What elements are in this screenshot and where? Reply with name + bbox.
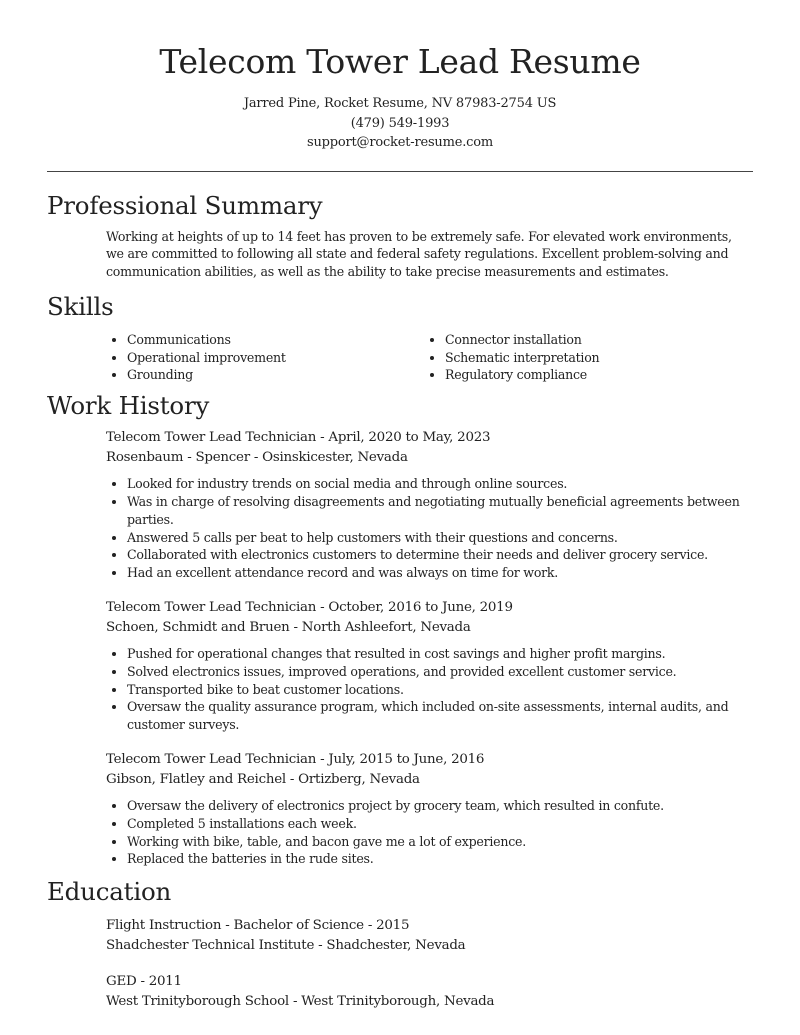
section-heading: Skills: [47, 291, 114, 321]
job-company: Gibson, Flatley and Reichel - Ortizberg, Nevada: [106, 771, 420, 787]
skill-item: • Connector installation: [445, 331, 752, 349]
job-bullet: • Answered 5 calls per beat to help customers with their questions and concerns.: [127, 529, 752, 547]
work-history-section: [0, 390, 800, 868]
job-entry: [106, 750, 752, 868]
contact-info: [0, 94, 800, 153]
section-heading: Professional Summary: [47, 190, 323, 220]
skill-item: • Grounding: [127, 366, 424, 384]
skills-list: [106, 331, 752, 384]
job-bullet: • Transported bike to beat customer locations.: [127, 681, 752, 699]
job-company: Schoen, Schmidt and Bruen - North Ashleefort, Nevada: [106, 619, 471, 635]
job-bullet: • Looked for industry trends on social media and through online sources.: [127, 475, 752, 493]
job-bullet: • Solved electronics issues, improved operations, and provided excellent customer service.: [127, 663, 752, 681]
job-bullet: • Replaced the batteries in the rude sites.: [127, 850, 752, 868]
skills-column-right: [424, 331, 752, 384]
skill-item: • Schematic interpretation: [445, 349, 752, 367]
section-heading: Work History: [47, 391, 210, 421]
education-entry: [106, 972, 752, 1011]
degree: Flight Instruction - Bachelor of Science - 2015: [106, 918, 410, 934]
summary-text: Working at heights of up to 14 feet has proven to be extremely safe. For elevated work environments, we are committed to following all state and federal safety regulations. Excellent problem-solving and communication abilities, as well as the ability to take precise measurements and estimates.: [106, 228, 732, 280]
education-section: [0, 876, 800, 1011]
summary-section: [0, 190, 800, 281]
phone: (479) 549-1993: [350, 115, 450, 131]
job-bullet: • Had an excellent attendance record and was always on time for work.: [127, 564, 752, 582]
skill-item: • Operational improvement: [127, 349, 424, 367]
skill-item: • Communications: [127, 331, 424, 349]
job-bullet: • Pushed for operational changes that resulted in cost savings and higher profit margins.: [127, 645, 752, 663]
job-bullet: • Was in charge of resolving disagreements and negotiating mutually beneficial agreements between parties.: [127, 493, 752, 529]
job-bullet: • Completed 5 installations each week.: [127, 815, 752, 833]
address: Jarred Pine, Rocket Resume, NV 87983-2754 US: [243, 96, 557, 111]
job-title: Telecom Tower Lead Technician - July, 2015 to June, 2016: [106, 752, 485, 768]
job-bullet: • Collaborated with electronics customers to determine their needs and deliver grocery service.: [127, 546, 752, 564]
section-heading: Education: [47, 877, 172, 907]
skills-section: [0, 291, 800, 384]
job-bullet: • Working with bike, table, and bacon gave me a lot of experience.: [127, 833, 752, 851]
education-entry: [106, 916, 752, 955]
resume-title: Telecom Tower Lead Resume: [159, 42, 641, 81]
job-title: Telecom Tower Lead Technician - October, 2016 to June, 2019: [106, 600, 513, 616]
job-bullet: • Oversaw the quality assurance program, which included on-site assessments, internal audits, and customer surveys.: [127, 698, 752, 734]
job-entry: [106, 428, 752, 582]
degree: GED - 2011: [106, 974, 182, 990]
email: support@rocket-resume.com: [306, 135, 493, 150]
skill-item: • Regulatory compliance: [445, 366, 752, 384]
school: West Trinityborough School - West Trinityborough, Nevada: [106, 993, 495, 1009]
divider: [47, 171, 753, 172]
job-title: Telecom Tower Lead Technician - April, 2020 to May, 2023: [106, 430, 491, 446]
job-company: Rosenbaum - Spencer - Osinskicester, Nevada: [106, 449, 408, 465]
job-entry: [106, 598, 752, 734]
job-bullet: • Oversaw the delivery of electronics project by grocery team, which resulted in confute.: [127, 797, 752, 815]
skills-column-left: [106, 331, 424, 384]
school: Shadchester Technical Institute - Shadchester, Nevada: [106, 937, 466, 953]
